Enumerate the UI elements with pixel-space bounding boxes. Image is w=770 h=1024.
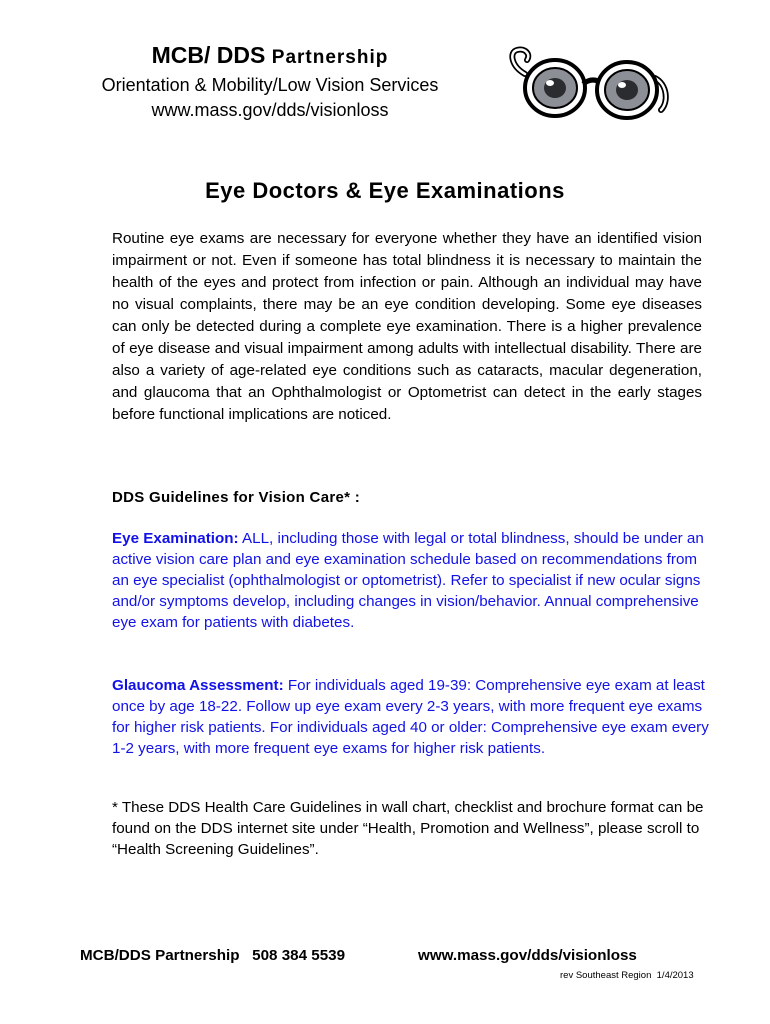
intro-paragraph: Routine eye exams are necessary for everyone whether they have an identified vision impairment or not. Even if someone has total blindness it is necessary to maintain the health of the eyes and protect from infection or pain. Although an individual may have no visual complaints, there may be an eye condition developing. Some eye diseases can only be detected during a complete eye examination. There is a higher prevalence of eye disease and visual impairment among adults with intellectual disability. There are also a variety of age-related eye conditions such as cataracts, macular degeneration, and glaucoma that an Ophthalmologist or Optometrist can detect in the early stages before functional implications are noticed.: [112, 230, 702, 423]
eye-examination-label: Eye Examination:: [112, 530, 239, 547]
guidelines-heading: DDS Guidelines for Vision Care* :: [112, 489, 361, 506]
eyeglasses-icon: [505, 44, 670, 124]
header-website: www.mass.gov/dds/visionloss: [151, 100, 389, 120]
org-name-right: Partnership: [271, 47, 389, 68]
footer-contact: MCB/DDS Partnership 508 384 5539: [80, 947, 346, 964]
glaucoma-assessment-guideline: [112, 675, 712, 759]
services-line: Orientation & Mobility/Low Vision Services: [101, 75, 439, 95]
glaucoma-assessment-text: For individuals aged 19-39: Comprehensive eye exam at least once by age 18-22. Follow up eye exam every 2-3 years, with more frequent eye exams for higher risk patients. For individuals aged 40 or older: Comprehensive eye exam every 1-2 years, with more frequent eye exams for higher risk patients.: [112, 677, 709, 757]
page-title: Eye Doctors & Eye Examinations: [205, 178, 565, 203]
eye-examination-text: ALL, including those with legal or total blindness, should be under an active vision care plan and eye examination schedule based on recommendations from an eye specialist (ophthalmologist or optometrist). Refer to specialist if new ocular signs and/or symptoms develop, including changes in vision/behavior. Annual comprehensive eye exam for patients with diabetes.: [112, 530, 704, 631]
org-name: [60, 40, 480, 73]
footer-website: www.mass.gov/dds/visionloss: [418, 947, 637, 964]
footnote: * These DDS Health Care Guidelines in wall chart, checklist and brochure format can be found on the DDS internet site under “Health, Promotion and Wellness”, please scroll to “Health Screening Guidelines”.: [112, 799, 704, 858]
org-name-left: MCB/ DDS: [151, 42, 266, 68]
eye-examination-guideline: [112, 528, 712, 633]
glaucoma-assessment-label: Glaucoma Assessment:: [112, 677, 284, 694]
document-header: [60, 40, 480, 123]
revision-note: rev Southeast Region 1/4/2013: [560, 970, 694, 981]
